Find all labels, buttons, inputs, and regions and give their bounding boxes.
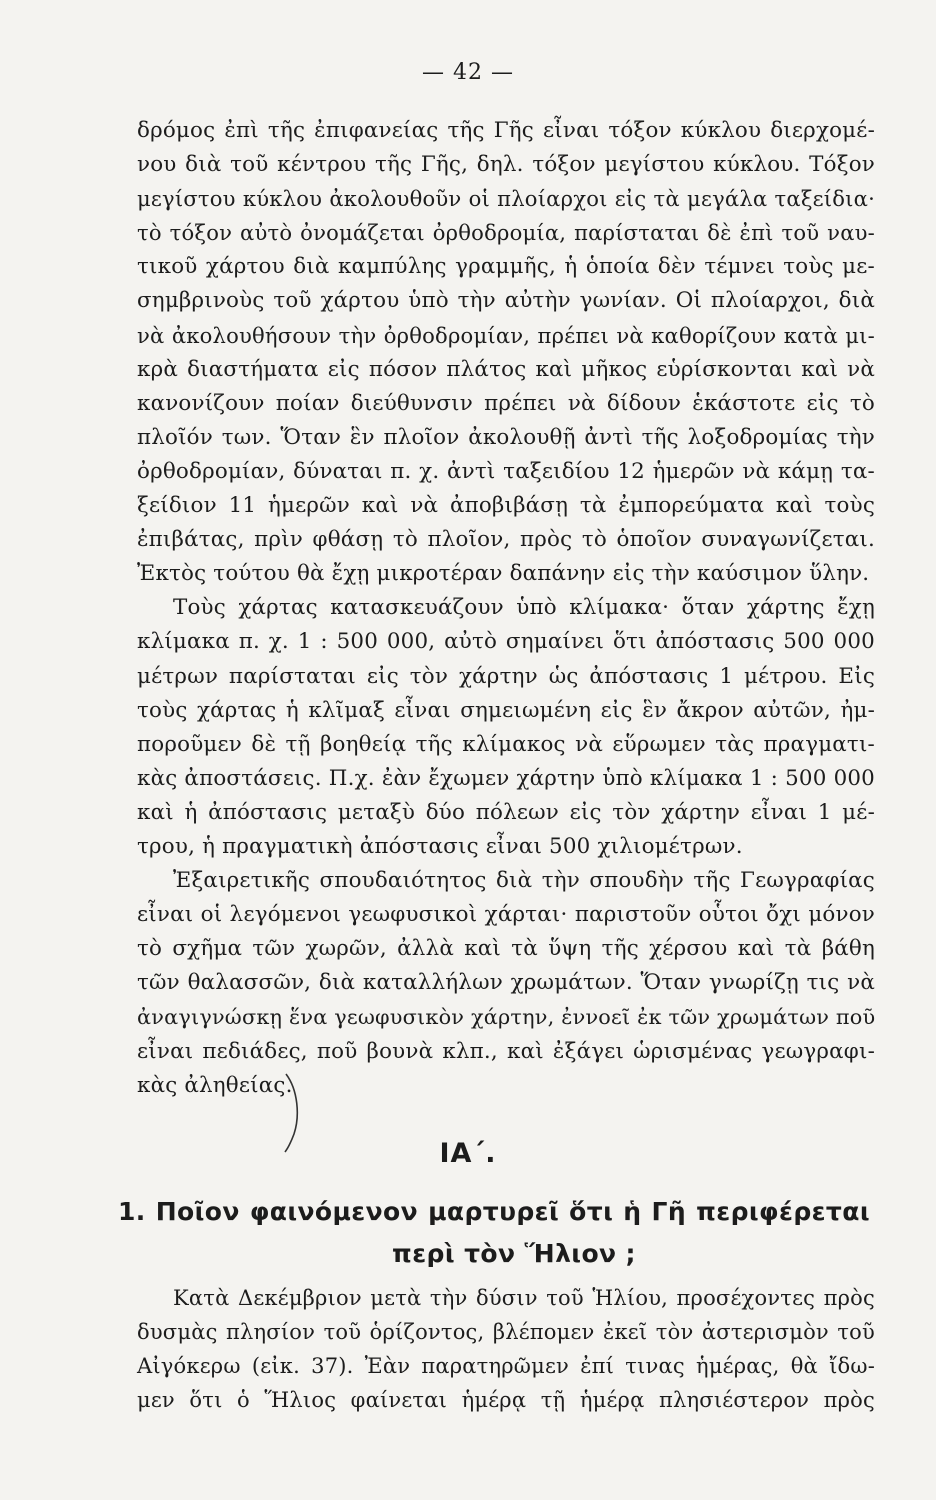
text-line: κὰς ἀληθείας. xyxy=(137,1072,293,1098)
body-text-tail xyxy=(137,1281,875,1417)
text-line: πλοῖόν των. Ὅταν ἓν πλοῖον ἀκολουθῇ ἀντὶ τῆς λοξοδρομίας τὴν xyxy=(137,424,875,450)
text-line: καὶ ἡ ἀπόστασις μεταξὺ δύο πόλεων εἰς τὸν χάρτην εἶναι 1 μέ- xyxy=(137,799,875,825)
question-line: περὶ τὸν Ἥλιον ; xyxy=(392,1239,636,1268)
text-line: κὰς ἀποστάσεις. Π.χ. ἐὰν ἔχωμεν χάρτην ὑπὸ κλίμακα 1 : 500 000 xyxy=(137,765,875,791)
question-line: 1. Ποῖον φαινόμενον μαρτυρεῖ ὅτι ἡ Γῆ περιφέρεται xyxy=(118,1197,870,1226)
text-line: νου διὰ τοῦ κέντρου τῆς Γῆς, δηλ. τόξον μεγίστου κύκλου. Τόξον xyxy=(137,152,875,178)
text-line: ὀρθοδρομίαν, δύναται π. χ. ἀντὶ ταξειδίου 12 ἡμερῶν νὰ κάμῃ τα- xyxy=(137,458,875,484)
text-line: μέτρων παρίσταται εἰς τὸν χάρτην ὡς ἀπόστασις 1 μέτρου. Εἰς xyxy=(137,663,875,689)
question-heading xyxy=(118,1191,870,1275)
text-line: τρου, ἡ πραγματικὴ ἀπόστασις εἶναι 500 χιλιομέτρων. xyxy=(137,833,743,859)
text-line: κλίμακα π. χ. 1 : 500 000, αὐτὸ σημαίνει ὅτι ἀπόστασις 500 000 xyxy=(137,629,875,655)
text-line: κρὰ διαστήματα εἰς πόσον πλάτος καὶ μῆκος εὑρίσκονται καὶ νὰ xyxy=(137,356,875,382)
text-line: εἶναι πεδιάδες, ποῦ βουνὰ κλπ., καὶ ἐξάγει ὡρισμένας γεωγραφι- xyxy=(137,1038,875,1064)
section-heading: ΙΑ΄. xyxy=(439,1138,497,1169)
text-line: ποροῦμεν δὲ τῇ βοηθείᾳ τῆς κλίμακος νὰ εὕρωμεν τὰς πραγματι- xyxy=(137,731,875,757)
text-line: μεν ὅτι ὁ Ἥλιος φαίνεται ἡμέρᾳ τῇ ἡμέρᾳ πλησιέστερον πρὸς xyxy=(137,1388,875,1413)
text-line: σημβρινοὺς τοῦ χάρτου ὑπὸ τὴν αὐτὴν γωνίαν. Οἱ πλοίαρχοι, διὰ xyxy=(137,288,875,314)
text-line: τὸ σχῆμα τῶν χωρῶν, ἀλλὰ καὶ τὰ ὕψη τῆς χέρσου καὶ τὰ βάθη xyxy=(137,936,875,962)
text-line: Αἰγόκερω (εἰκ. 37). Ἐὰν παρατηρῶμεν ἐπί τινας ἡμέρας, θὰ ἴδω- xyxy=(137,1354,875,1379)
text-line: Κατὰ Δεκέμβριον μετὰ τὴν δύσιν τοῦ Ἡλίου, προσέχοντες πρὸς xyxy=(173,1286,875,1310)
text-line: τικοῦ χάρτου διὰ καμπύλης γραμμῆς, ἡ ὁποία δὲν τέμνει τοὺς με- xyxy=(137,254,875,280)
text-line: ἀναγιγνώσκῃ ἕνα γεωφυσικὸν χάρτην, ἐννοεῖ ἐκ τῶν χρωμάτων ποῦ xyxy=(137,1005,876,1030)
text-line: ἐπιβάτας, πρὶν φθάσῃ τὸ πλοῖον, πρὸς τὸ ὁποῖον συναγωνίζεται. xyxy=(137,527,875,553)
text-line: τοὺς χάρτας ἡ κλῖμαξ εἶναι σημειωμένη εἰς ἓν ἄκρον αὐτῶν, ἠμ- xyxy=(137,697,875,723)
text-line: Τοὺς χάρτας κατασκευάζουν ὑπὸ κλίμακα· ὅταν χάρτης ἔχῃ xyxy=(173,595,875,621)
body-text-main xyxy=(137,114,875,1103)
text-line: εἶναι οἱ λεγόμενοι γεωφυσικοὶ χάρται· παριστοῦν οὗτοι ὄχι μόνον xyxy=(137,902,875,928)
page-number: — 42 — xyxy=(422,60,514,85)
text-line: τὸ τόξον αὐτὸ ὀνομάζεται ὀρθοδρομία, παρίσταται δὲ ἐπὶ τοῦ ναυ- xyxy=(137,220,875,246)
text-line: κανονίζουν ποίαν διεύθυνσιν πρέπει νὰ δίδουν ἑκάστοτε εἰς τὸ xyxy=(137,390,875,416)
text-line: τῶν θαλασσῶν, διὰ καταλλήλων χρωμάτων. Ὅταν γνωρίζῃ τις νὰ xyxy=(137,970,875,996)
text-line: Ἐξαιρετικῆς σπουδαιότητος διὰ τὴν σπουδὴν τῆς Γεωγραφίας xyxy=(173,868,875,894)
text-line: μεγίστου κύκλου ἀκολουθοῦν οἱ πλοίαρχοι εἰς τὰ μεγάλα ταξείδια· xyxy=(137,186,875,212)
text-line: Ἐκτὸς τούτου θὰ ἔχῃ μικροτέραν δαπάνην εἰς τὴν καύσιμον ὕλην. xyxy=(137,561,870,587)
text-line: δυσμὰς πλησίον τοῦ ὁρίζοντος, βλέπομεν ἐκεῖ τὸν ἀστερισμὸν τοῦ xyxy=(137,1320,875,1345)
text-line: δρόμος ἐπὶ τῆς ἐπιφανείας τῆς Γῆς εἶναι τόξον κύκλου διερχομέ- xyxy=(137,118,875,143)
text-line: νὰ ἀκολουθήσουν τὴν ὀρθοδρομίαν, πρέπει νὰ καθορίζουν κατὰ μι- xyxy=(137,322,875,348)
text-line: ξείδιον 11 ἡμερῶν καὶ νὰ ἀποβιβάσῃ τὰ ἐμπορεύματα καὶ τοὺς xyxy=(137,493,875,519)
